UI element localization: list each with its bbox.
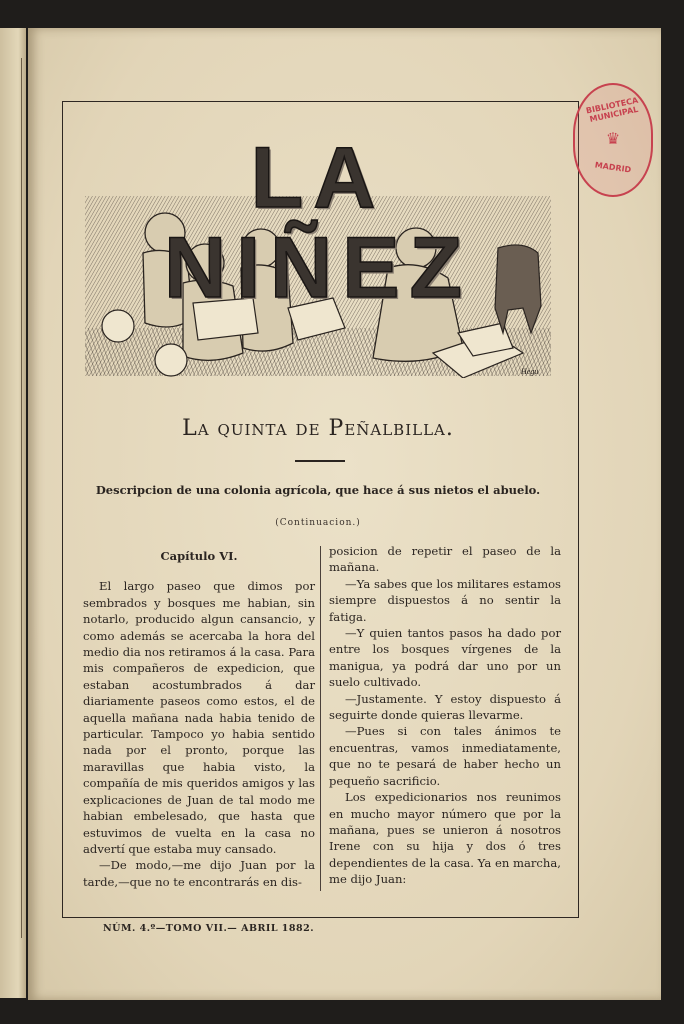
chapter-heading: Capítulo VI.: [160, 549, 238, 563]
column-divider: [320, 546, 321, 891]
paragraph: posicion de repetir el paseo de la mañana.: [329, 544, 561, 575]
title-divider: [295, 460, 345, 462]
paragraph: —Justamente. Y estoy dispuesto á seguirte donde quieras llevarme.: [329, 691, 561, 723]
stamp-top-text: BIBLIOTECA MUNICIPAL: [585, 95, 640, 124]
text-column-left: [83, 543, 315, 890]
article-title: La quinta de Peñalbilla.: [182, 416, 454, 441]
paragraph: —Pues si con tales ánimos te encuentras, vamos inmediatamente, que no te pesará de haber hecho un pequeño sacrificio.: [329, 724, 561, 788]
artist-signature: Hegu: [521, 367, 539, 376]
left-page-edge: [0, 28, 26, 998]
paragraph: El largo paseo que dimos por sembrados y bosques me habian, sin notarlo, producido algun cansancio, y como además se acercaba la hora del medio dia nos retiramos á la casa. Para mis compañeros de expedicion, que estaban acostumbrados á dar diariamente paseos como estos, el de aquella mañana nada habia tenido de particular. Tampoco yo habia sentido nada por el pronto, porque las maravillas que habia visto, la compañía de mis queridos amigos y las explicaciones de Juan de tal modo me habian embelesado, que hasta que estuvimos de vuelta en la casa no advertí que estaba muy cansado.: [83, 579, 315, 856]
masthead-title: LA NIÑEZ: [164, 130, 472, 316]
continuation-note: (Continuacion.): [275, 518, 361, 528]
paragraph: Los expedicionarios nos reunimos en mucho mayor número que por la mañana, pues se unieron á nosotros Irene con su hija y dos ó tres dependientes de la casa. Ya en marcha, me dijo Juan:: [329, 790, 561, 887]
paragraph: —De modo,—me dijo Juan por la tarde,—que no te encontrarás en dis-: [83, 858, 315, 889]
magazine-page: [28, 28, 661, 1000]
ball-icon: [155, 344, 187, 376]
masthead-illustration: [83, 128, 553, 378]
article-subtitle: Descripcion de una colonia agrícola, que hace á sus nietos el abuelo.: [95, 483, 541, 497]
stamp-bottom-text: MADRID: [594, 160, 632, 175]
library-stamp: [573, 83, 653, 197]
text-column-right: [329, 543, 561, 888]
paragraph: —Ya sabes que los militares estamos siempre dispuestos á no sentir la fatiga.: [329, 576, 561, 624]
issue-footer: NÚM. 4.º—TOMO VII.— ABRIL 1882.: [103, 923, 315, 934]
crown-icon: ♛: [605, 129, 621, 148]
paragraph: —Y quien tantos pasos ha dado por entre los bosques vírgenes de la manigua, ya podrá dar uno por un suelo cultivado.: [329, 626, 561, 690]
